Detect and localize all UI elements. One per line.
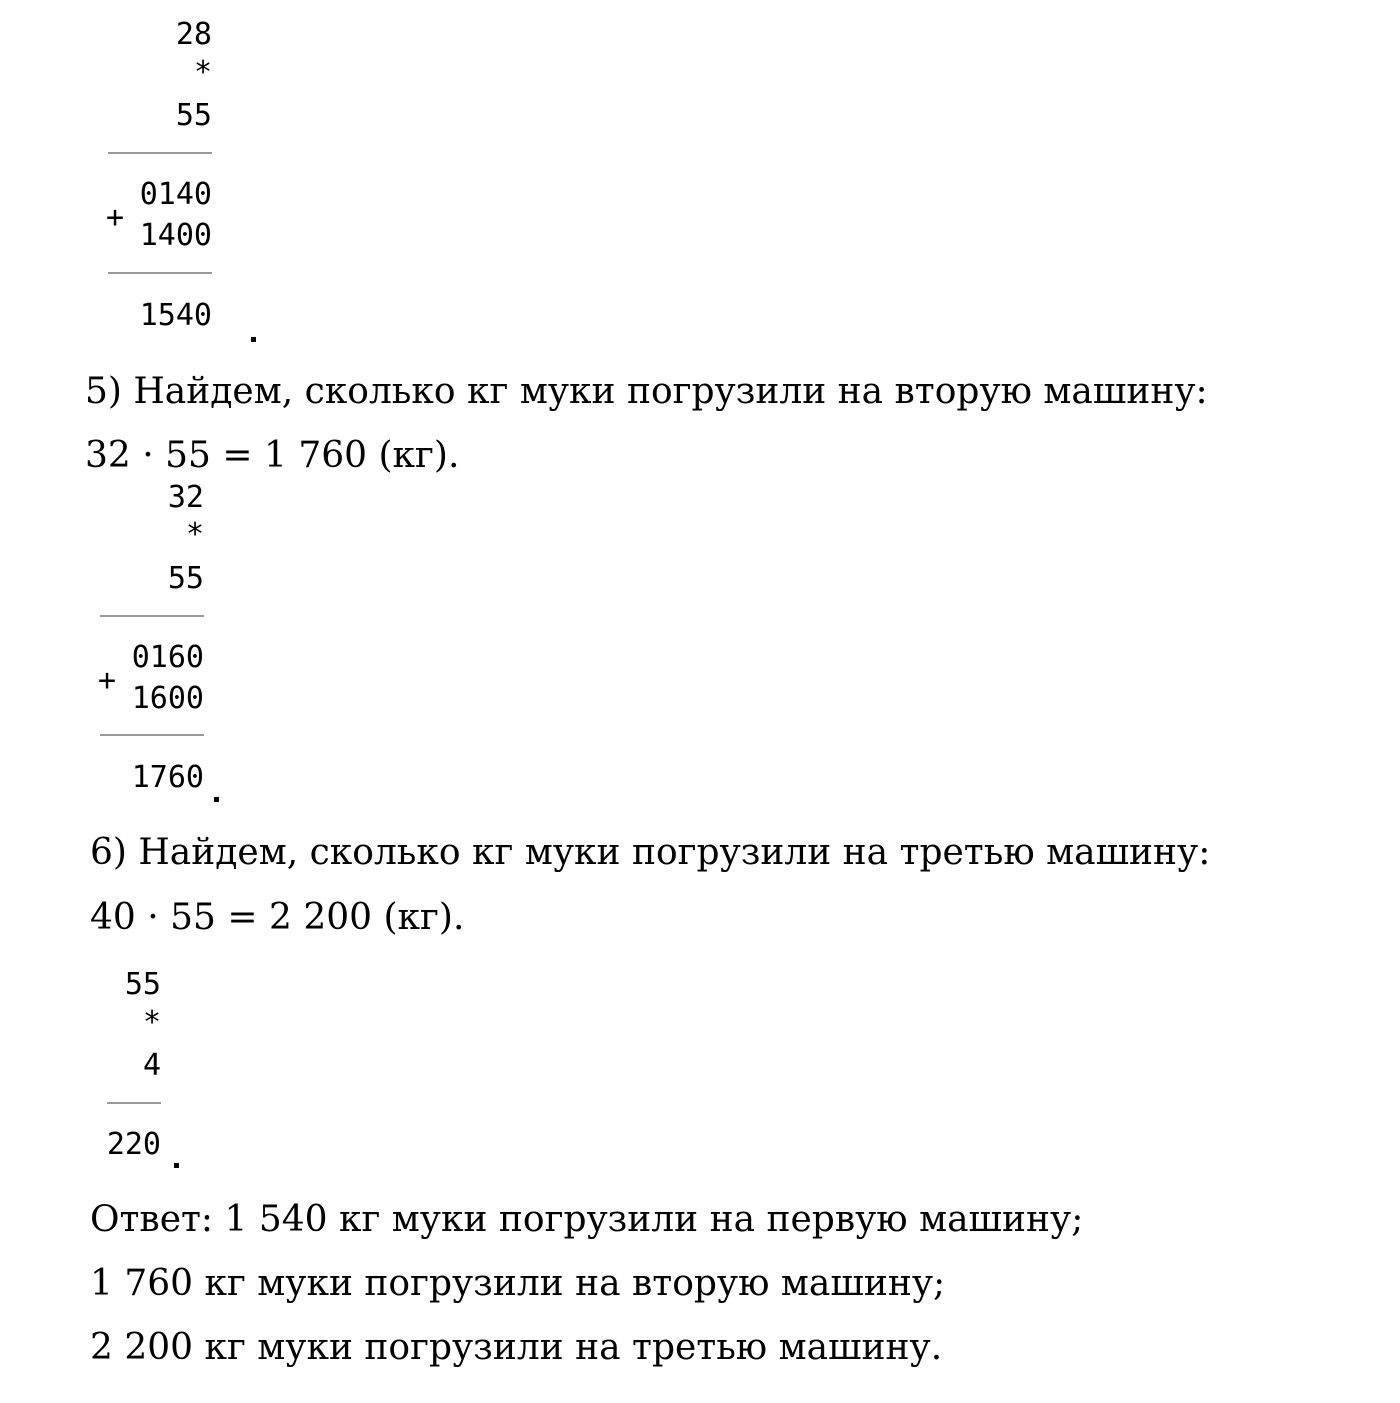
step6-equation: 40 · 55 = 2 200 (кг). <box>90 897 465 938</box>
answer-line-2: 1 760 кг муки погрузили на вторую машину; <box>90 1263 946 1304</box>
calc1-plus-sign: + <box>106 200 125 235</box>
answer-line-1: Ответ: 1 540 кг муки погрузили на первую машину; <box>90 1199 1084 1240</box>
calc2-multiplier: 55 <box>167 561 204 596</box>
calc1-partial-product-1: 0140 <box>139 177 212 212</box>
calc2-partial-product-1: 0160 <box>131 640 204 675</box>
calc1-partial-product-2: 1400 <box>139 218 212 253</box>
calc2-period-dot <box>214 797 219 802</box>
calc1-period-dot <box>251 337 256 342</box>
calc3-multiplicand: 55 <box>124 967 161 1002</box>
calc3-result: 220 <box>106 1127 161 1162</box>
step6-heading: 6) Найдем, сколько кг муки погрузили на третью машину: <box>90 832 1211 873</box>
step5-heading: 5) Найдем, сколько кг муки погрузили на вторую машину: <box>85 371 1208 412</box>
calc2-partial-product-2: 1600 <box>131 681 204 716</box>
calc3-period-dot <box>174 1163 179 1168</box>
calc2-multiplicand: 32 <box>167 480 204 515</box>
calc1-rule-top <box>108 152 212 154</box>
calc2-multiply-sign: * <box>185 517 204 552</box>
calc2-rule-bottom <box>100 734 204 736</box>
calc3-multiply-sign: * <box>142 1005 161 1040</box>
calc1-rule-bottom <box>108 272 212 274</box>
calc1-result: 1540 <box>139 298 212 333</box>
calc2-plus-sign: + <box>98 663 117 698</box>
calc2-rule-top <box>100 615 204 617</box>
calc1-multiply-sign: * <box>193 55 212 90</box>
answer-line-3: 2 200 кг муки погрузили на третью машину. <box>90 1327 943 1368</box>
calc1-multiplicand: 28 <box>175 17 212 52</box>
calc3-rule <box>107 1102 161 1104</box>
calc1-multiplier: 55 <box>175 98 212 133</box>
step5-equation: 32 · 55 = 1 760 (кг). <box>85 435 460 476</box>
calc2-result: 1760 <box>131 760 204 795</box>
calc3-multiplier: 4 <box>142 1048 161 1083</box>
